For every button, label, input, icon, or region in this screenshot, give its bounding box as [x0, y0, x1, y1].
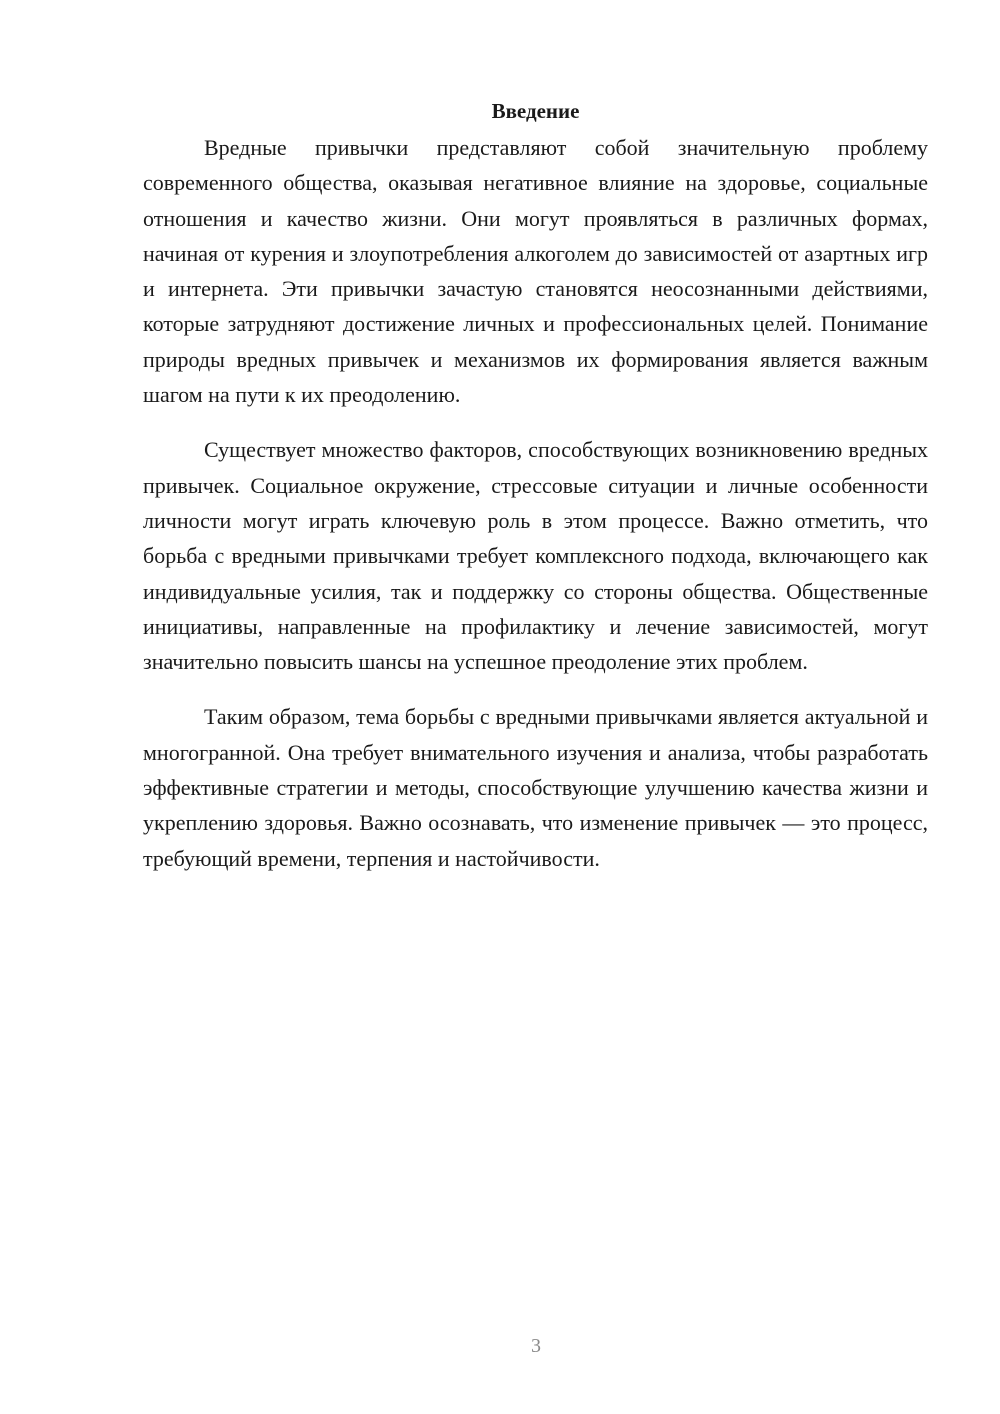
- paragraph-2: Существует множество факторов, способствующих возникновению вредных привычек. Социальное окружение, стрессовые ситуации и личные особенности личности могут играть ключевую роль в этом процессе. Важно отметить, что борьба с вредными привычками требует комплексного подхода, включающего как индивидуальные усилия, так и поддержку со стороны общества. Общественные инициативы, направленные на профилактику и лечение зависимостей, могут значительно повысить шансы на успешное преодоление этих проблем.: [143, 437, 928, 675]
- paragraph-1: Вредные привычки представляют собой значительную проблему современного общества, оказывая негативное влияние на здоровье, социальные отношения и качество жизни. Они могут проявляться в различных формах, начиная от курения и злоупотребления алкоголем до зависимостей от азартных игр и интернета. Эти привычки зачастую становятся неосознанными действиями, которые затрудняют достижение личных и профессиональных целей. Понимание природы вредных привычек и механизмов их формирования является важным шагом на пути к их преодолению.: [143, 135, 928, 408]
- paragraph-3: Таким образом, тема борьбы с вредными привычками является актуальной и многогранной. Она требует внимательного изучения и анализа, чтобы разработать эффективные стратегии и методы, способствующие улучшению качества жизни и укреплению здоровья. Важно осознавать, что изменение привычек — это процесс, требующий времени, терпения и настойчивости.: [143, 704, 928, 871]
- page-content: [143, 96, 928, 896]
- section-heading: Введение: [491, 99, 580, 123]
- page-number: 3: [531, 1335, 541, 1357]
